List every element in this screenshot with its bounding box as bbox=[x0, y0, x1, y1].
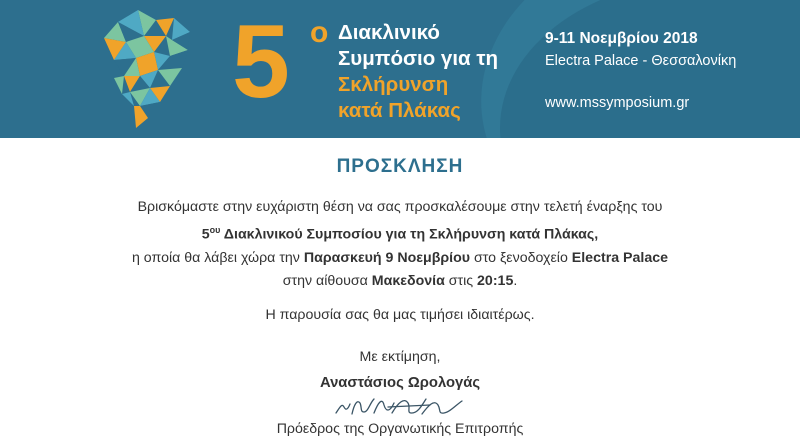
event-title-line-3: Σκλήρυνση bbox=[338, 73, 449, 96]
invitation-signer-role: Πρόεδρος της Οργανωτικής Επιτροπής bbox=[276, 420, 524, 437]
event-title-line-4: κατά Πλάκας bbox=[338, 99, 461, 122]
invitation-line-2 bbox=[0, 219, 800, 247]
event-website[interactable]: www.mssymposium.gr bbox=[545, 95, 690, 111]
invitation-line-3 bbox=[0, 247, 800, 270]
invitation-line-1-text: Βρισκόμαστε στην ευχάριστη θέση να σας προσκαλέσουμε στην τελετή έναρξης του bbox=[137, 199, 663, 215]
event-title-line-1: Διακλινικό bbox=[338, 21, 440, 44]
event-dates: 9-11 Νοεμβρίου 2018 bbox=[545, 30, 698, 47]
invitation-line-3-c: στο ξενοδοχείο bbox=[470, 249, 572, 266]
invitation-signer-name: Αναστάσιος Ωρολογάς bbox=[319, 374, 481, 391]
invitation-line-3-hotel: Electra Palace bbox=[571, 249, 669, 266]
edition-numeral: 5 bbox=[232, 4, 288, 120]
invitation-line-4 bbox=[0, 270, 800, 293]
invitation-line-3-a: η οποία θα λάβει χώρα την bbox=[131, 249, 304, 266]
invitation-closing-note: Η παρουσία σας θα μας τιμήσει ιδιαιτέρως. bbox=[265, 306, 535, 323]
event-venue: Electra Palace - Θεσσαλονίκη bbox=[545, 53, 737, 69]
invitation-line-4-a: στην αίθουσα bbox=[282, 272, 372, 289]
event-info bbox=[545, 28, 736, 72]
invitation-line-4-time: 20:15 bbox=[477, 272, 514, 289]
invitation-line-3-date: Παρασκευή 9 Νοεμβρίου bbox=[303, 249, 471, 266]
invitation-line-4-room: Μακεδονία bbox=[371, 272, 445, 289]
invitation-paragraph bbox=[0, 196, 800, 293]
event-title-line-2: Συμπόσιο για τη bbox=[338, 47, 498, 70]
handwritten-signature bbox=[0, 393, 800, 419]
invitation-line-2-ordinal: 5 bbox=[201, 226, 210, 243]
invitation-body bbox=[0, 156, 800, 437]
event-title bbox=[338, 20, 528, 124]
invitation-line-4-c: στις bbox=[444, 272, 478, 289]
brain-logo bbox=[78, 6, 218, 136]
invitation-line-2-sup: ου bbox=[209, 225, 221, 235]
invitation-regards: Με εκτίμηση, bbox=[359, 348, 441, 365]
invitation-line-2-text: Διακλινικού Συμποσίου για τη Σκλήρυνση κατά Πλάκας, bbox=[220, 226, 599, 243]
invitation-title: ΠΡΟΣΚΛΗΣΗ bbox=[336, 156, 464, 177]
invitation-line-1 bbox=[0, 196, 800, 219]
header-banner bbox=[0, 0, 800, 138]
invitation-line-4-e: . bbox=[513, 272, 518, 289]
edition-numeral-ordinal: ο bbox=[310, 16, 329, 49]
